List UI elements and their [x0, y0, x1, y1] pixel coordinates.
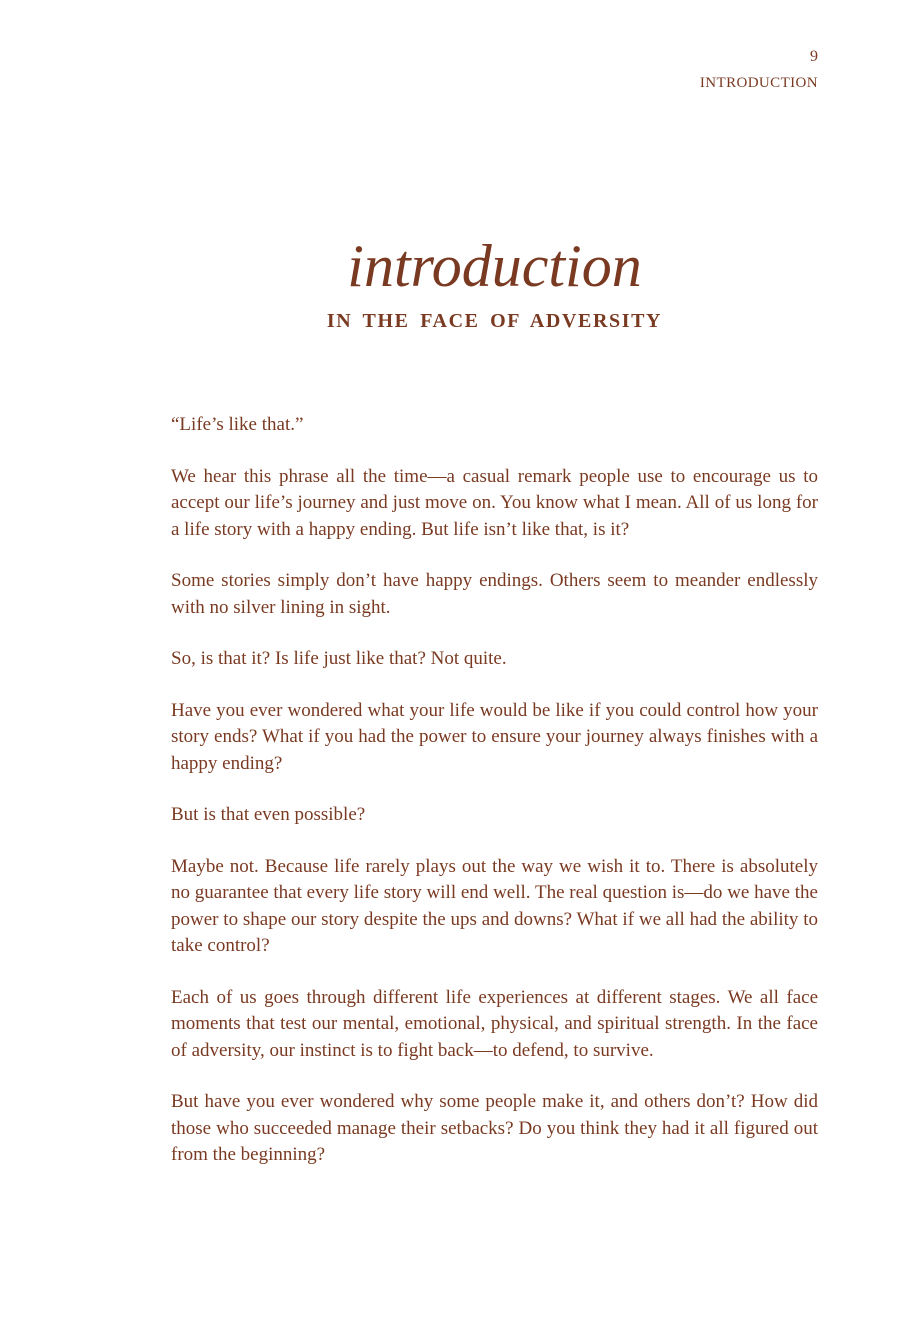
paragraph: We hear this phrase all the time—a casual remark people use to encourage us to accept our life’s journey and just move on. You know what I mean. All of us long for a life story with a happy ending. But life isn’t like that, is it?: [171, 465, 818, 540]
paragraph: But have you ever wondered why some people make it, and others don’t? How did those who succeeded manage their setbacks? Do you think they had it all figured out from the beginning?: [171, 1091, 818, 1165]
chapter-subtitle: IN THE FACE OF ADVERSITY: [326, 310, 663, 332]
paragraph: “Life’s like that.”: [171, 414, 304, 435]
chapter-heading: [0, 228, 903, 333]
running-head: [700, 44, 818, 96]
chapter-title: introduction: [347, 233, 642, 299]
paragraph: Each of us goes through different life experiences at different stages. We all face moments that test our mental, emotional, physical, and spiritual strength. In the face of adversity, our instinct is to fight back—to defend, to survive.: [171, 986, 818, 1061]
paragraph: Some stories simply don’t have happy endings. Others seem to meander endlessly with no silver lining in sight.: [171, 570, 818, 618]
running-head-title: INTRODUCTION: [699, 75, 818, 91]
paragraph: But is that even possible?: [171, 804, 366, 825]
body-text: [171, 412, 818, 1194]
paragraph: Have you ever wondered what your life would be like if you could control how your story ends? What if you had the power to ensure your journey always finishes with a happy ending?: [171, 699, 818, 774]
paragraph: So, is that it? Is life just like that? Not quite.: [171, 648, 507, 669]
paragraph: Maybe not. Because life rarely plays out the way we wish it to. There is absolutely no guarantee that every life story will end well. The real question is—do we have the power to shape our story despite the ups and downs? What if we all had the ability to take control?: [171, 855, 818, 956]
page-number: 9: [810, 48, 818, 65]
